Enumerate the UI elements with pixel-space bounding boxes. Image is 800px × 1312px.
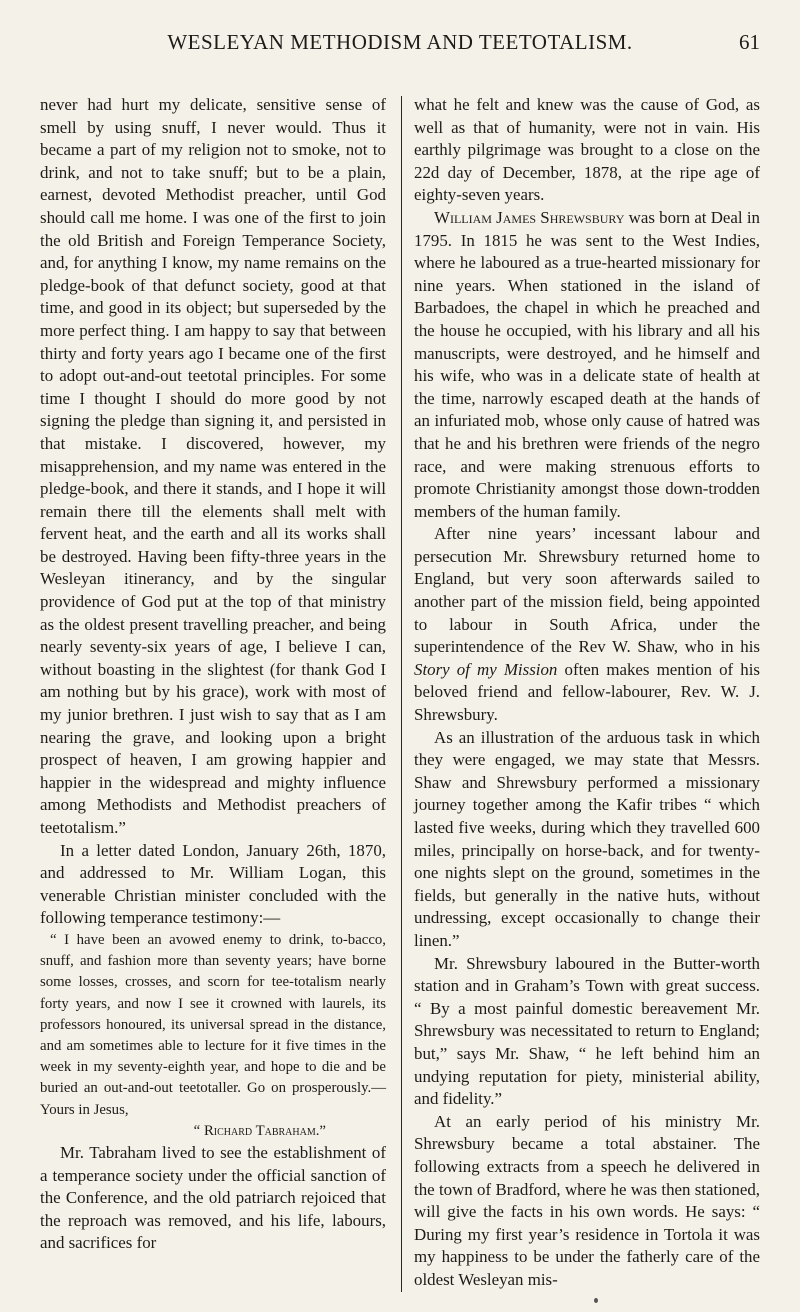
paragraph: what he felt and knew was the cause of God, as well as that of humanity, were not in vain. His earthly pilgrimage was brought to a close on the 22d day of December, 1878, at the ripe age of eighty-seven years. bbox=[414, 95, 760, 205]
paragraph-text: was born at Deal in 1795. In 1815 he was sent to the West Indies, where he laboured as a true-hearted missionary for nine years. When stationed in the island of Barbadoes, the chapel in which he preached and the house he occupied, with his library and all his manuscripts, were destroyed, and he himself and his wife, who was in a delicate state of health at the time, narrowly escaped death at the hands of an infuriated mob, whose only cause of hatred was that he and his brethren were friends of the negro race, and were making strenuous efforts to promote Christianity amongst those down-trodden members of the human family. bbox=[414, 207, 760, 521]
paragraph: Mr. Shrewsbury laboured in the Butter-worth station and in Graham’s Town with great success. “ By a most painful domestic bereavement Mr. Shrewsbury was necessitated to return to England; but,” says Mr. Shaw, “ he left behind him an undying reputation for piety, ministerial ability, and fidelity.” bbox=[414, 953, 760, 1109]
running-title: WESLEYAN METHODISM AND TEETOTALISM. bbox=[167, 30, 633, 54]
paragraph bbox=[414, 207, 760, 523]
paragraph: never had hurt my delicate, sensitive sense of smell by using snuff, I never would. Thus it became a part of my religion not to smoke, not to drink, and not to take snuff; but to be a plain, earnest, devoted Methodist preacher, until God should call me home. I was one of the first to join the old British and Foreign Temperance Society, and, for anything I know, my name remains on the pledge-book of that defunct society, good at that time, and good in its object; but superseded by the more perfect thing. I am happy to say that between thirty and forty years ago I became one of the first to adopt out-and-out teetotal principles. For some time I thought I should do more good by not signing the pledge than signing it, and persisted in that mistake. I discovered, however, my misapprehension, and my name was entered in the pledge-book, and there it stands, and I hope it will remain there till the elements shall melt with fervent heat, and the earth and all its works shall be destroyed. Having been fifty-three years in the Wesleyan itinerancy, and by the singular providence of God put at the top of that ministry as the oldest present travelling preacher, and being nearly seventy-six years of age, I believe I can, without boasting in the slightest (for thank God I am nothing but by his grace), work with most of my junior brethren. I just wish to say that as I am nearing the grave, and looking upon a bright prospect of heaven, I am growing happier and happier in the widespread and mighty influence among Methodists and Methodist preachers of teetotalism.” bbox=[40, 95, 386, 837]
printer-mark bbox=[594, 1298, 598, 1303]
paragraph: As an illustration of the arduous task in which they were engaged, we may state that Messrs. Shaw and Shrewsbury performed a missionary journey together among the Kafir tribes “ which lasted five weeks, during which they travelled 600 miles, principally on horse-back, and for twenty-one nights slept on the ground, sometimes in the fields, but generally in the native huts, without undressing, except occasionally to change their linen.” bbox=[414, 727, 760, 950]
page-number: 61 bbox=[739, 30, 760, 54]
paragraph: Mr. Tabraham lived to see the establishment of a temperance society under the official sanction of the Conference, and the old patriarch rejoiced that the reproach was removed, and his life, labours, and sacrifices for bbox=[40, 1143, 386, 1253]
left-column bbox=[40, 94, 386, 1255]
quoted-letter: “ I have been an avowed enemy to drink, to-bacco, snuff, and fashion more than seventy years; have borne some losses, crosses, and scorn for tee-totalism nearly forty years, and now I see it crowned with laurels, its professors honoured, its universal spread in the distance, and am sometimes able to lecture for it five times in the week in my seventy-eighth year, and hope to die and be buried an out-and-out teetotaller. Go on prosperously.—Yours in Jesus, bbox=[40, 931, 386, 1118]
paragraph-text: often makes mention of his beloved friend and fellow-labourer, Rev. W. J. Shrewsbury. bbox=[414, 659, 761, 725]
paragraph: In a letter dated London, January 26th, 1870, and addressed to Mr. William Logan, this venerable Christian minister concluded with the following temperance testimony:— bbox=[40, 840, 386, 928]
paragraph: At an early period of his ministry Mr. Shrewsbury became a total abstainer. The following extracts from a speech he delivered in the town of Bradford, where he was then stationed, will give the facts in his own words. He says: “ During my first year’s residence in Tortola it was my happiness to be under the fatherly care of the oldest Wesleyan mis- bbox=[414, 1111, 760, 1289]
paragraph-text: After nine years’ incessant labour and persecution Mr. Shrewsbury returned home to England, but very soon afterwards sailed to another part of the mission field, being appointed to labour in South Africa, under the superintendence of the Rev W. Shaw, who in his bbox=[414, 524, 760, 657]
book-title: Story of my Mission bbox=[414, 659, 558, 679]
person-name: William James Shrewsbury bbox=[434, 207, 625, 227]
letter-signature: “ Richard Tabraham.” bbox=[193, 1122, 326, 1139]
right-column bbox=[414, 94, 760, 1291]
paragraph bbox=[414, 523, 760, 726]
page-header bbox=[40, 30, 760, 70]
column-divider bbox=[401, 96, 402, 1292]
